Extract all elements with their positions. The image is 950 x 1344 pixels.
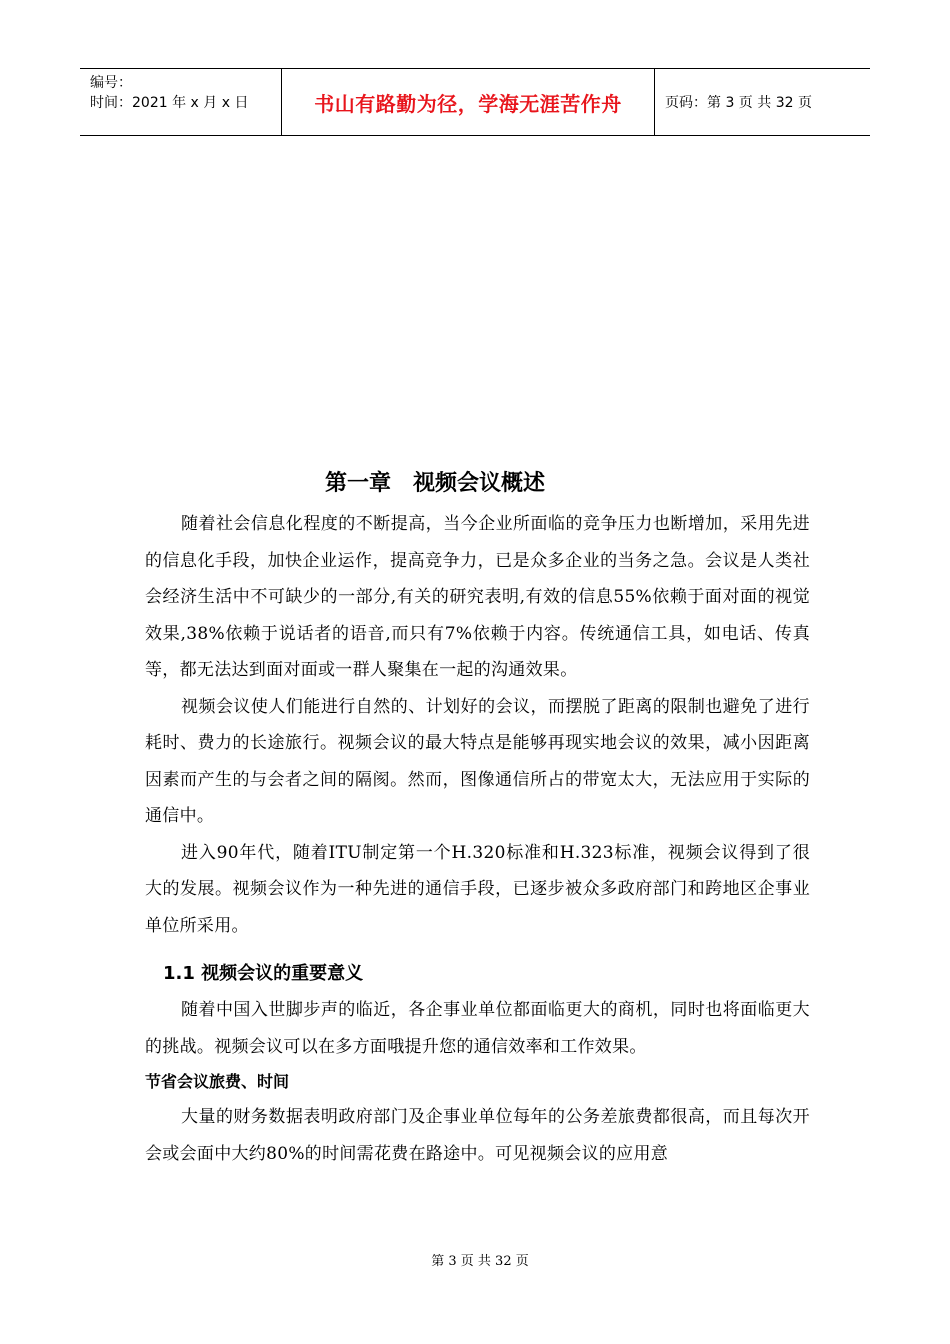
paragraph-3: 进入90年代，随着ITU制定第一个H.320标准和H.323标准，视频会议得到了很大的发展。视频会议作为一种先进的通信手段，已逐步被众多政府部门和跨地区企事业单位所采用。 bbox=[145, 842, 810, 936]
chapter-title: 第一章 视频会议概述 bbox=[324, 471, 545, 496]
section-paragraph: 随着中国入世脚步声的临近，各企事业单位都面临更大的商机，同时也将面临更大的挑战。视频会议可以在多方面哦提升您的通信效率和工作效果。 bbox=[145, 1000, 810, 1057]
document-body bbox=[145, 506, 810, 1172]
paragraph-2: 视频会议使人们能进行自然的、计划好的会议，而摆脱了距离的限制也避免了进行耗时、费力的长途旅行。视频会议的最大特点是能够再现实地会议的效果，减小因距离因素而产生的与会者之间的隔阂。然而，图像通信所占的带宽太大，无法应用于实际的通信中。 bbox=[145, 696, 810, 826]
time-label: 时间：2021 年 x 月 x 日 bbox=[90, 95, 249, 111]
subsection-heading: 节省会议旅费、时间 bbox=[145, 1072, 290, 1091]
subsection-paragraph: 大量的财务数据表明政府部门及企事业单位每年的公务差旅费都很高，而且每次开会或会面中大约80%的时间需花费在路途中。可见视频会议的应用意 bbox=[145, 1107, 810, 1164]
header-info bbox=[80, 69, 282, 135]
number-label: 编号： bbox=[90, 75, 132, 91]
header-page-code: 页码：第 3 页 共 32 页 bbox=[665, 95, 812, 111]
section-heading: 1.1 视频会议的重要意义 bbox=[163, 963, 364, 984]
paragraph-1: 随着社会信息化程度的不断提高，当今企业所面临的竞争压力也断增加，采用先进的信息化手段，加快企业运作，提高竞争力，已是众多企业的当务之急。会议是人类社会经济生活中不可缺少的一部分,有关的研究表明,有效的信息55%依赖于面对面的视觉效果,38%依赖于说话者的语音,而只有7%依赖于内容。传统通信工具，如电话、传真等，都无法达到面对面或一群人聚集在一起的沟通效果。 bbox=[145, 514, 810, 680]
page-header bbox=[80, 68, 870, 136]
header-motto: 书山有路勤为径，学海无涯苦作舟 bbox=[282, 69, 655, 135]
page-footer: 第 3 页 共 32 页 bbox=[431, 1254, 529, 1269]
